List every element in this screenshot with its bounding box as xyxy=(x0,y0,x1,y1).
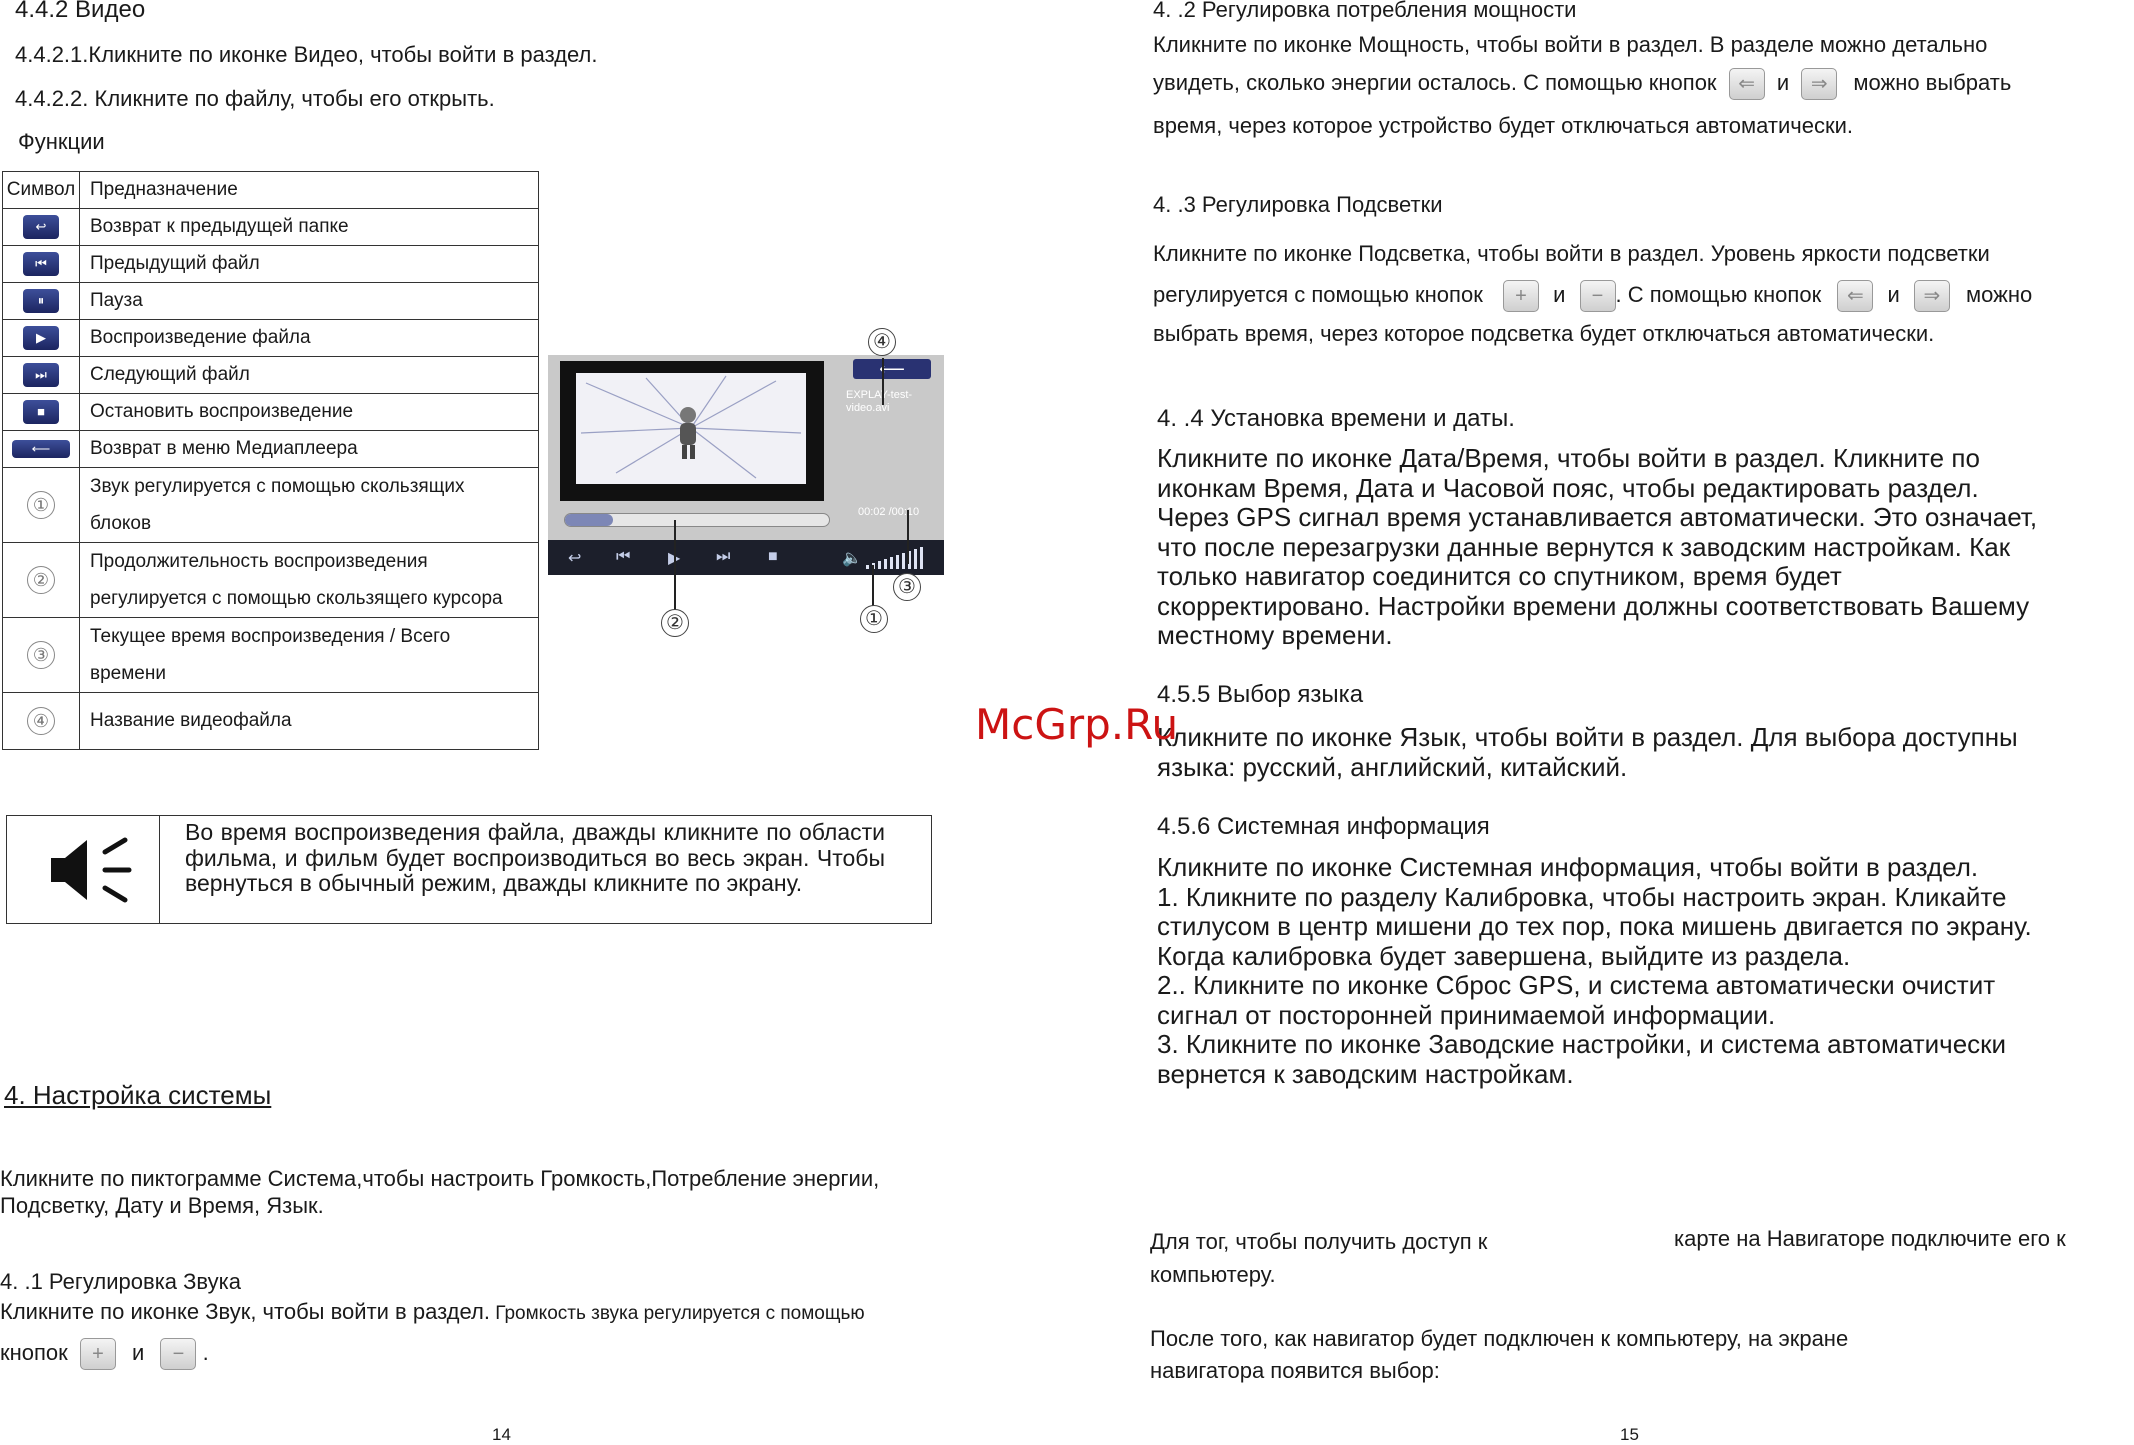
after-connect-line2: навигатора появится выбор: xyxy=(1150,1358,1440,1383)
power-heading: 4. .2 Регулировка потребления мощности xyxy=(1153,0,1577,22)
pause-icon: ⏸ xyxy=(23,289,59,313)
circle-3-icon: ③ xyxy=(27,641,55,669)
speaker-icon: 🔈 xyxy=(842,550,862,567)
page-number-left: 14 xyxy=(492,1425,511,1444)
note-box xyxy=(6,815,932,924)
callout-2: ② xyxy=(661,609,689,637)
table-row xyxy=(3,618,539,693)
table-row xyxy=(3,468,539,543)
sysinfo-heading: 4.5.6 Системная информация xyxy=(1157,813,1490,840)
functions-table xyxy=(2,171,539,750)
stop-icon: ■ xyxy=(23,400,59,424)
previous-file-icon: ⏮ xyxy=(616,548,631,565)
next-file-icon: ⏭ xyxy=(716,548,731,565)
circle-1-icon: ① xyxy=(27,491,55,519)
language-heading: 4.5.5 Выбор языка xyxy=(1157,681,1364,708)
system-intro-line1: Кликните по пиктограмме Система,чтобы настроить Громкость,Потребление энергии, xyxy=(0,1166,880,1191)
access-line1a: Для тог, чтобы получить доступ к xyxy=(1150,1229,1488,1254)
next-file-icon: ⏭ xyxy=(23,363,59,387)
plus-button-icon: + xyxy=(80,1338,116,1370)
sound-line1: Кликните по иконке Звук, чтобы войти в раздел. Громкость звука регулируется с помощью xyxy=(0,1299,865,1324)
power-line1: Кликните по иконке Мощность, чтобы войти в раздел. В разделе можно детально xyxy=(1153,32,1988,57)
circle-2-icon: ② xyxy=(27,566,55,594)
datetime-paragraph: Кликните по иконке Дата/Время, чтобы войти в раздел. Кликните по иконкам Время, Дата и Часовой пояс, чтобы редактировать раздел. Через GPS сигнал время устанавливается автоматически. Это означает, что после перезагрузки данные вернутся к заводским настройкам. Как только навигатор соединится со спутником, время будет скорректировано. Настройки времени должны соответствовать Вашему местному времени. xyxy=(1157,443,2038,650)
backlight-line1: Кликните по иконке Подсветка, чтобы войти в раздел. Уровень яркости подсветки xyxy=(1153,241,1990,266)
back-folder-icon: ↩ xyxy=(568,550,582,567)
table-row xyxy=(3,320,539,357)
speaker-icon xyxy=(7,816,159,923)
table-cell-desc: Остановить воспроизведение xyxy=(80,394,539,431)
table-cell-desc: Следующий файл xyxy=(80,357,539,394)
table-cell-desc: Текущее время воспроизведения / Всего xyxy=(90,626,451,647)
access-line1b: карте на Навигаторе подключите его к xyxy=(1674,1226,2066,1251)
table-cell-desc: времени xyxy=(90,663,166,684)
table-cell-desc: Продолжительность воспроизведения xyxy=(90,551,428,572)
play-icon: ▶ xyxy=(23,326,59,350)
right-arrow-button-icon: ⇒ xyxy=(1801,68,1837,100)
note-text: Во время воспроизведения файла, дважды кликните по области фильма, и фильм будет воспроизводиться во весь экран. Чтобы вернуться в обычный режим, дважды кликните по экрану. xyxy=(185,819,885,896)
back-folder-icon: ↩ xyxy=(23,215,59,239)
table-cell-desc: Предыдущий файл xyxy=(80,246,539,283)
right-arrow-button-icon: ⇒ xyxy=(1914,280,1950,312)
table-row xyxy=(3,246,539,283)
access-line2: компьютеру. xyxy=(1150,1262,1276,1287)
table-row xyxy=(3,693,539,750)
language-paragraph: Кликните по иконке Язык, чтобы войти в раздел. Для выбора доступны языка: русский, английский, китайский. xyxy=(1157,722,2018,782)
table-header-symbol: Символ xyxy=(3,172,80,209)
table-row xyxy=(3,283,539,320)
power-line2: увидеть, сколько энергии осталось. С помощью кнопок ⇐ и ⇒ можно выбрать xyxy=(1153,68,2011,100)
backlight-line3: выбрать время, через которое подсветка будет отключаться автоматически. xyxy=(1153,321,1935,346)
sound-heading: 4. .1 Регулировка Звука xyxy=(0,1269,241,1294)
table-cell-desc: Звук регулируется с помощью скользящих xyxy=(90,476,465,497)
table-cell-desc: Воспроизведение файла xyxy=(80,320,539,357)
watermark: McGrp.Ru xyxy=(975,700,1179,749)
table-cell-desc: Пауза xyxy=(80,283,539,320)
callout-3: ③ xyxy=(893,573,921,601)
system-settings-heading: 4. Настройка системы xyxy=(4,1080,272,1110)
backlight-heading: 4. .3 Регулировка Подсветки xyxy=(1153,192,1443,217)
functions-label: Функции xyxy=(18,129,105,154)
backlight-line2: регулируется с помощью кнопок + и − . С помощью кнопок ⇐ и ⇒ можно xyxy=(1153,280,2032,312)
table-cell-desc: Возврат к предыдущей папке xyxy=(80,209,539,246)
left-arrow-button-icon: ⇐ xyxy=(1837,280,1873,312)
return-menu-icon: ⟵ xyxy=(12,440,70,458)
system-intro-line2: Подсветку, Дату и Время, Язык. xyxy=(0,1193,324,1218)
video-step-1: 4.4.2.1.Кликните по иконке Видео, чтобы войти в раздел. xyxy=(15,42,598,67)
table-header-row xyxy=(3,172,539,209)
sound-line2: кнопок + и − . xyxy=(0,1338,209,1370)
minus-button-icon: − xyxy=(160,1338,196,1370)
stop-icon: ■ xyxy=(768,548,778,565)
left-arrow-button-icon: ⇐ xyxy=(1729,68,1765,100)
plus-button-icon: + xyxy=(1503,280,1539,312)
table-header-purpose: Предназначение xyxy=(80,172,539,209)
sysinfo-paragraph: Кликните по иконке Системная информация, чтобы войти в раздел. 1. Кликните по разделу Калибровка, чтобы настроить экран. Кликайте стилусом в центр мишени до тех пор, пока мишень двигается по экрану. Когда калибровка будет завершена, выйдите из раздела. 2.. Кликните по иконке Сброс GPS, и система автоматически очистит сигнал от посторонней принимаемой информации. 3. Кликните по иконке Заводские настройки, и система автоматически вернется к заводским настройкам. xyxy=(1157,852,2032,1089)
table-cell-desc: Название видеофайла xyxy=(80,693,539,750)
table-cell-desc: регулируется с помощью скользящего курсора xyxy=(90,588,503,609)
after-connect-line1: После того, как навигатор будет подключен к компьютеру, на экране xyxy=(1150,1326,1849,1351)
table-row xyxy=(3,543,539,618)
callout-4: ④ xyxy=(868,328,896,356)
play-icon: ▶ xyxy=(668,550,681,567)
video-time: 00:02 /00:10 xyxy=(858,506,920,518)
video-filename: EXPLAY-test-video.avi xyxy=(846,389,913,414)
table-row xyxy=(3,209,539,246)
player-return-icon: ⟵ xyxy=(853,359,931,379)
circle-4-icon: ④ xyxy=(27,707,55,735)
previous-file-icon: ⏮ xyxy=(23,252,59,276)
progress-fill xyxy=(565,514,613,526)
table-row xyxy=(3,394,539,431)
table-cell-desc: блоков xyxy=(90,513,152,534)
table-row xyxy=(3,357,539,394)
table-cell-desc: Возврат в меню Медиаплеера xyxy=(80,431,539,468)
table-row xyxy=(3,431,539,468)
page-number-right: 15 xyxy=(1620,1425,1639,1444)
minus-button-icon: − xyxy=(1580,280,1616,312)
video-step-2: 4.4.2.2. Кликните по файлу, чтобы его открыть. xyxy=(15,86,495,111)
section-heading-video: 4.4.2 Видео xyxy=(15,0,146,23)
power-line3: время, через которое устройство будет отключаться автоматически. xyxy=(1153,113,1853,138)
callout-1: ① xyxy=(860,605,888,633)
datetime-heading: 4. .4 Установка времени и даты. xyxy=(1157,405,1515,432)
